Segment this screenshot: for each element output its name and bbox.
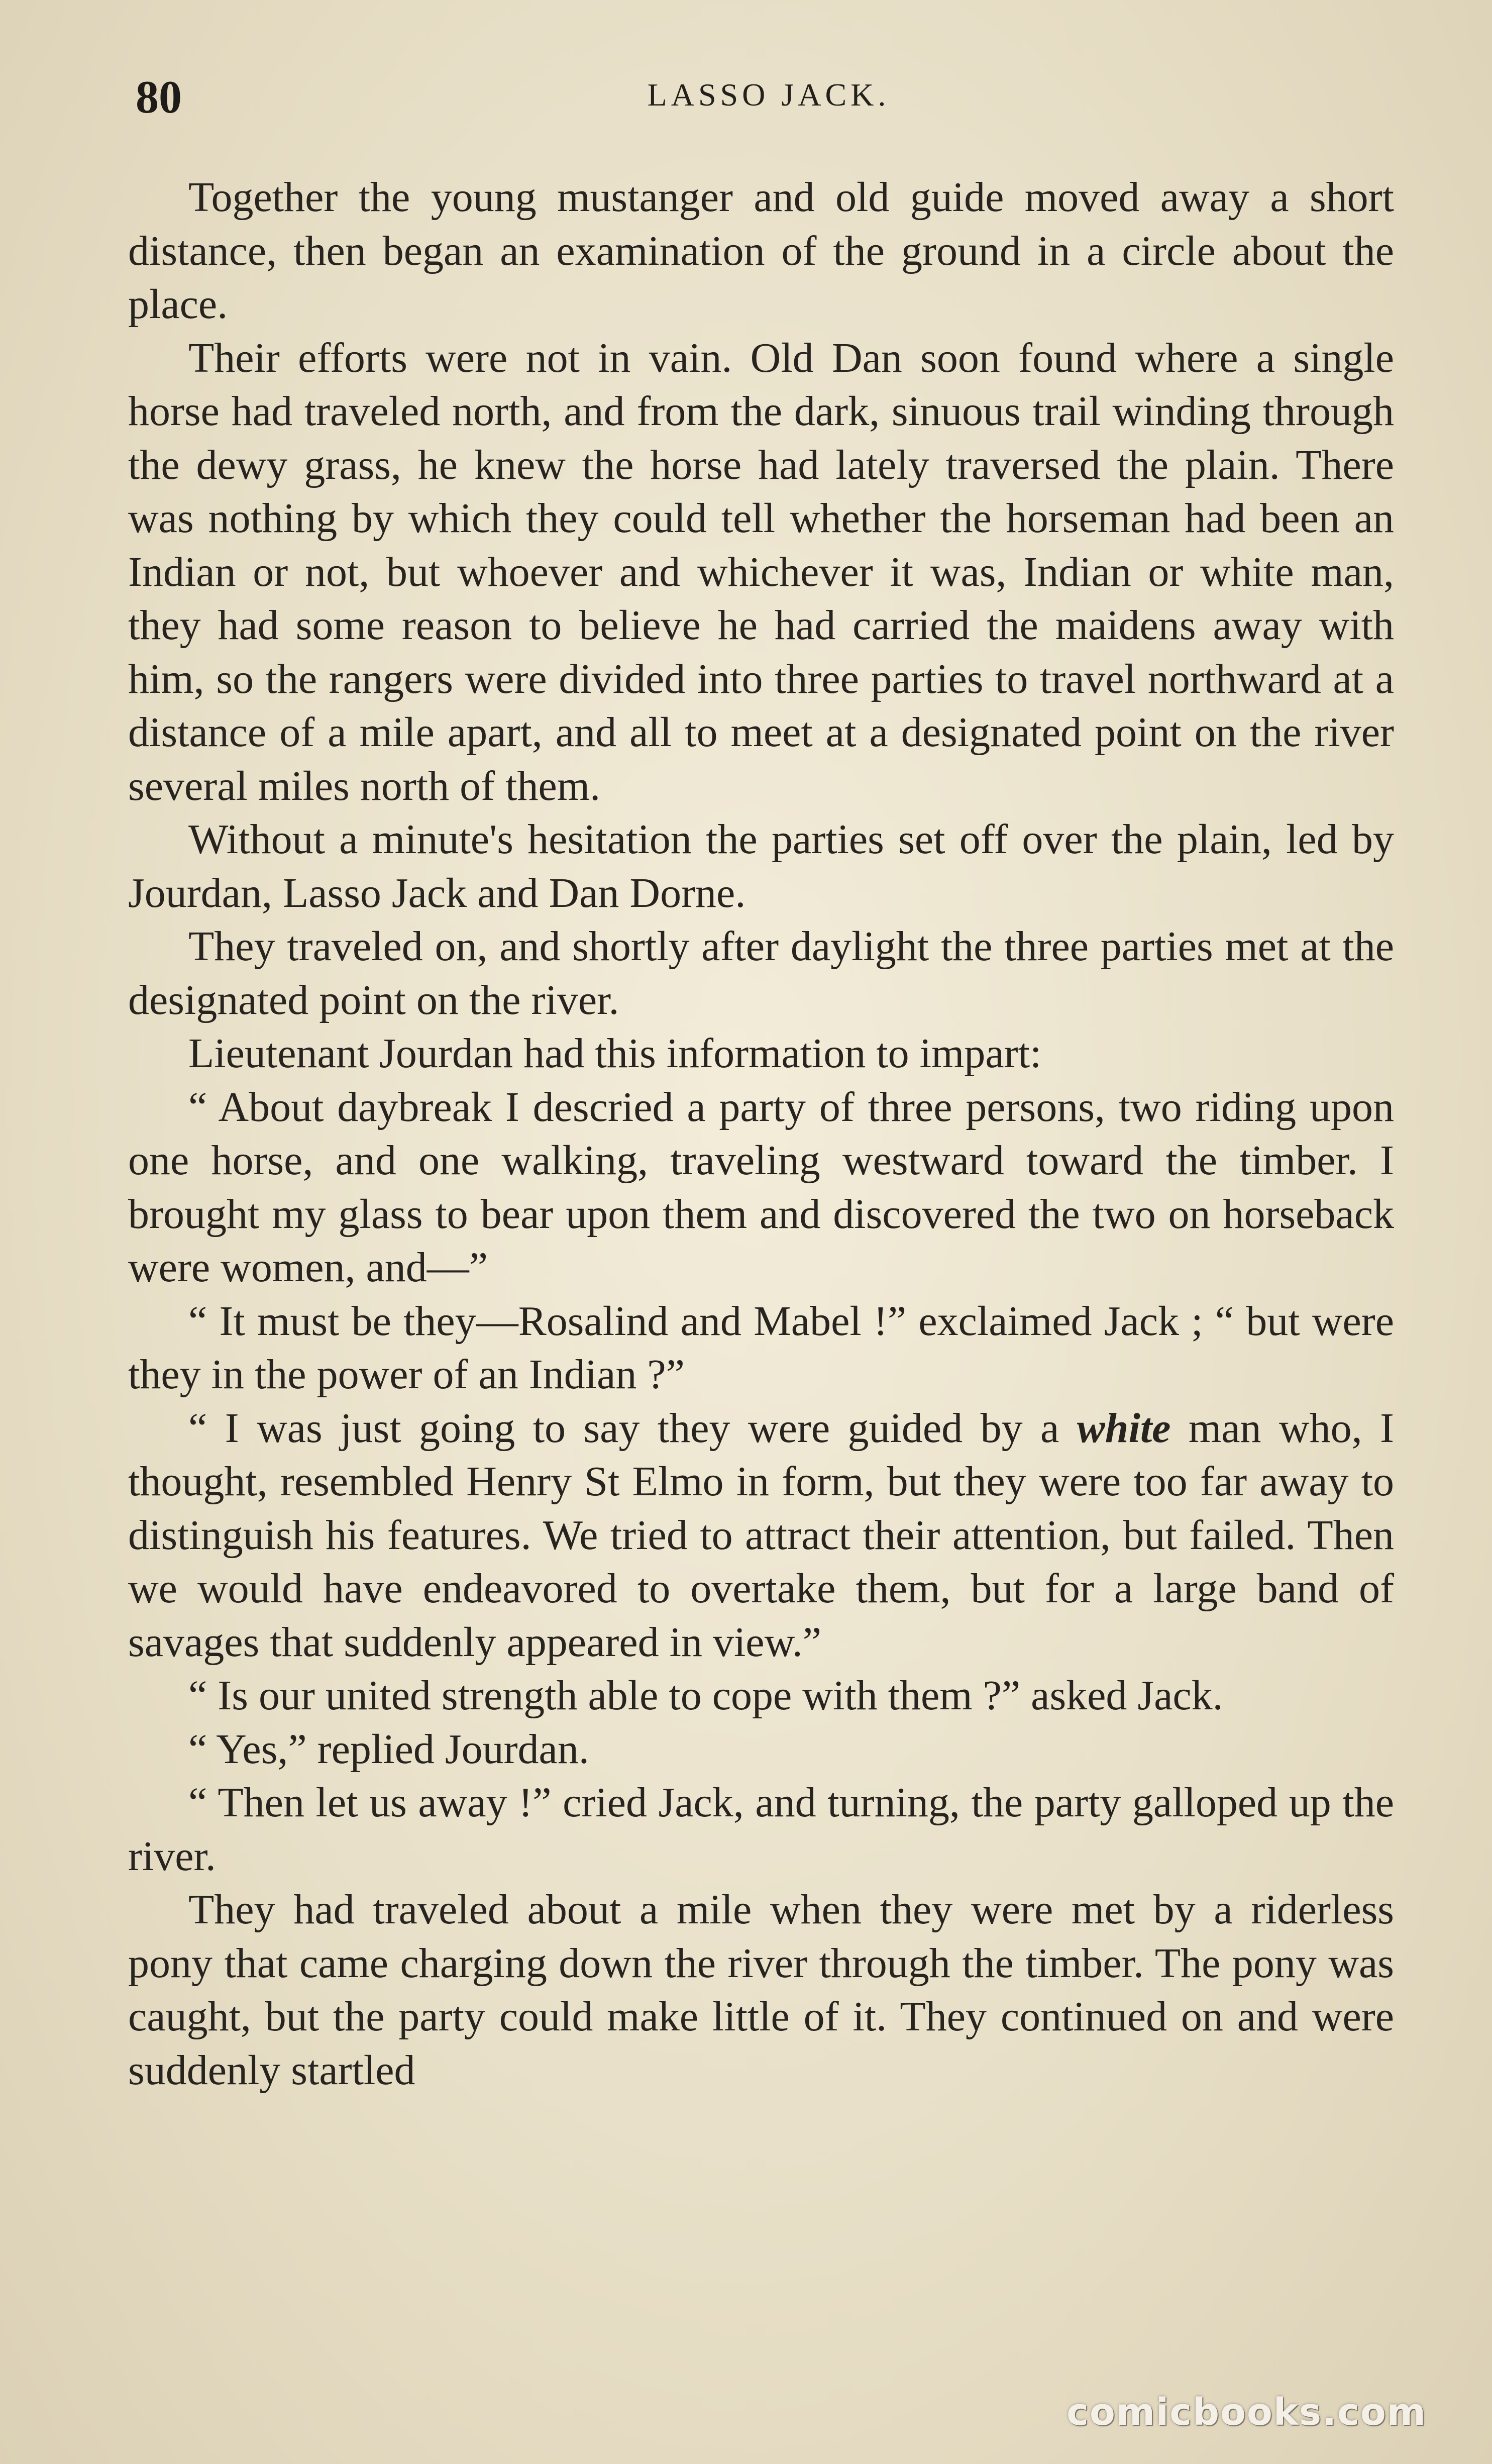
paragraph: “ Is our united strength able to cope with them ?” asked Jack. bbox=[188, 1672, 1223, 1719]
paragraph: “ About daybreak I descried a party of three persons, two riding upon one horse, and one walking, traveling westward toward the timber. I brought my glass to bear upon them and discovered the two on horseback were women, and—” bbox=[128, 1083, 1394, 1291]
paragraph: They had traveled about a mile when they were met by a riderless pony that came charging down the river through the timber. The pony was caught, but the party could make little of it. They continued on and were suddenly startled bbox=[128, 1886, 1394, 2094]
site-watermark: comicbooks.com bbox=[1067, 2391, 1427, 2434]
page-number: 80 bbox=[136, 71, 182, 123]
paragraph: “ I was just going to say they were guided by a white man who, I thought, resembled Henry St Elmo in form, but they were too far away to distinguish his features. We tried to attract their attention, but failed. Then we would have endeavored to overtake them, but for a large band of savages that suddenly appeared in view.” bbox=[128, 1404, 1394, 1666]
paragraph: Without a minute's hesitation the parties set off over the plain, led by Jourdan, Lasso Jack and Dan Dorne. bbox=[128, 816, 1394, 916]
paragraph: Lieutenant Jourdan had this information to impart: bbox=[188, 1030, 1042, 1077]
body-text bbox=[128, 171, 1394, 2097]
paragraph: They traveled on, and shortly after daylight the three parties met at the designated point on the river. bbox=[128, 923, 1394, 1023]
paragraph: “ Then let us away !” cried Jack, and turning, the party galloped up the river. bbox=[128, 1779, 1394, 1880]
running-title: LASSO JACK. bbox=[647, 77, 890, 113]
paragraph: “ It must be they—Rosalind and Mabel !” exclaimed Jack ; “ but were they in the power of an Indian ?” bbox=[128, 1297, 1394, 1398]
paragraph: Their efforts were not in vain. Old Dan soon found where a single horse had traveled north, and from the dark, sinuous trail winding through the dewy grass, he knew the horse had lately traversed the plain. There was nothing by which they could tell whether the horseman had been an Indian or not, but whoever and whichever it was, Indian or white man, they had some reason to believe he had carried the maidens away with him, so the rangers were divided into three parties to travel northward at a distance of a mile apart, and all to meet at a designated point on the river several miles north of them. bbox=[128, 334, 1394, 809]
page-header bbox=[126, 70, 1412, 126]
paragraph: Together the young mustanger and old guide moved away a short distance, then began an examination of the ground in a circle about the place. bbox=[128, 174, 1394, 328]
paragraph: “ Yes,” replied Jourdan. bbox=[188, 1725, 589, 1773]
